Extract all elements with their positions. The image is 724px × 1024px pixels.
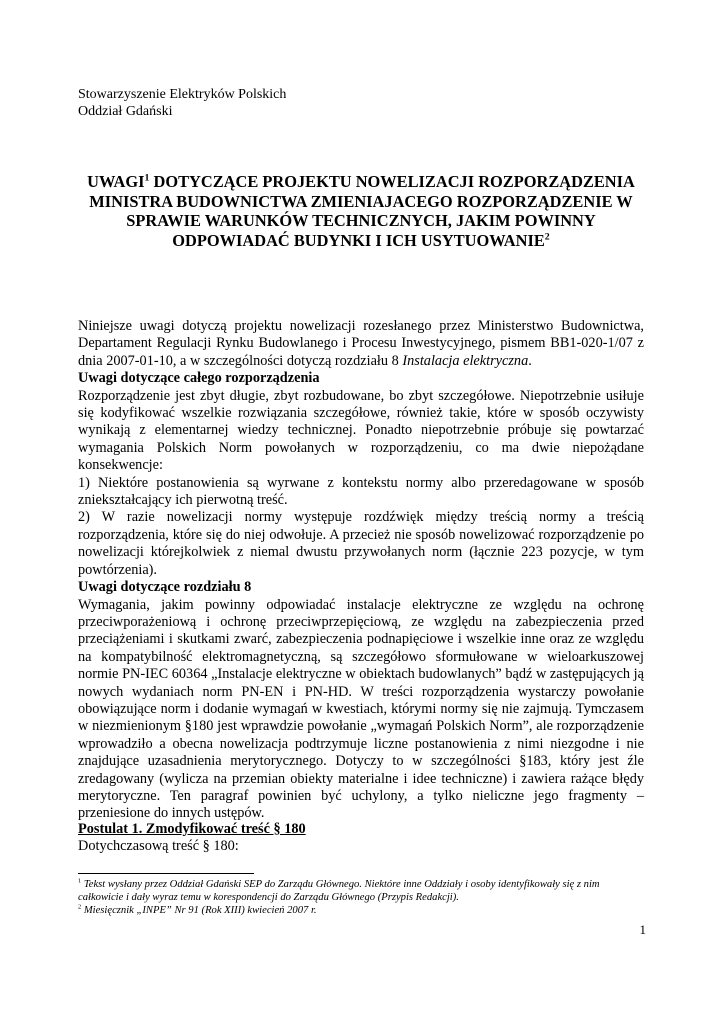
footnote-mark: 1 <box>78 877 82 885</box>
footnote-mark: 2 <box>78 903 82 911</box>
list-point-1: 1) Niektóre postanowienia są wyrwane z kontekstu normy albo przeredagowane w sposób zniekształcający ich pierwotną treść. <box>78 474 644 509</box>
organization-header <box>78 86 286 120</box>
postulat-section <box>78 821 644 856</box>
list-point-2: 2) W razie nowelizacji normy występuje rozdźwięk między treścią normy a treścią rozporządzenia, które się do niej odwołuje. A przecież nie sposób nowelizować rozporządzenie po nowelizacji którejkolwiek z niemal dwustu przywołanych norm (łącznie 223 pozycje, w tym powtórzenia). <box>78 509 644 578</box>
footnote-ref-2: 2 <box>544 231 550 243</box>
footnote-1 <box>78 878 644 904</box>
intro-italic: Instalacja elektryczna <box>402 352 529 369</box>
postulat-text: Dotychczasową treść § 180: <box>78 838 239 855</box>
chapter8-paragraph: Wymagania, jakim powinny odpowiadać instalacje elektryczne ze względu na ochronę przeciwporażeniową i ochronę przeciwprzepięciową, ze względu na zabezpieczenia przed przeciążeniami i skutkami zwarć, zabezpieczenia podnapięciowe i wszelkie inne oraz ze względu na kompatybilność elektromagnetyczną, są szczegółowo sformułowane w wieloarkuszowej normie PN-IEC 60364 „Instalacje elektryczne w obiektach budowlanych” bądź w zastępujących ją nowych wydaniach norm PN-EN i PN-HD. W treści rozporządzenia wystarczy powołanie obowiązujące norm i dodanie wymagań w kwestiach, którymi normy się nie zajmują. Tymczasem w niezmienionym §180 jest wprawdzie powołanie „wymagań Polskich Norm”, ale rozporządzenie wprowadziło a obecna nowelizacja podtrzymuje liczne postanowienia z nimi niezgodne i nie znajdujące uzasadnienia merytorycznego. Dotyczy to w szczególności §183, który jest źle zredagowany (wylicza na przemian obiekty materialne i idee techniczne) i zawiera rażące błędy merytoryczne. Ten paragraf powinien być uchylony, a tylko nieliczne jego fragmenty – przeniesione do innych ustępów. <box>78 596 644 822</box>
intro-paragraph <box>78 318 644 370</box>
intro-end: . <box>528 352 532 369</box>
org-name: Stowarzyszenie Elektryków Polskich <box>78 87 287 102</box>
footnote-text: Tekst wysłany przez Oddział Gdański SEP do Zarządu Głównego. Niektóre inne Oddziały i osoby identyfikowały się z nim całkowicie i dały wyraz temu w korespondencji do Zarządu Głównego (Przypis Redakcji). <box>78 879 600 903</box>
general-paragraph: Rozporządzenie jest zbyt długie, zbyt rozbudowane, bo zbyt szczegółowe. Niepotrzebnie usiłuje się kodyfikować wszelkie rozwiązania szczegółowe, również takie, które w sposób oczywisty wynikają z elementarnej wiedzy technicznej. Ponadto niepotrzebnie próbuje się powtarzać wymagania Polskich Norm powołanych w rozporządzeniu, co ma dwie niepożądane konsekwencje: <box>78 387 644 474</box>
footnotes <box>78 878 644 917</box>
document-body <box>78 318 644 823</box>
footnote-text: Miesięcznik „INPE” Nr 91 (Rok XIII) kwiecień 2007 r. <box>81 905 317 916</box>
footnote-separator <box>78 873 254 874</box>
postulat-title: Postulat 1. Zmodyfikować treść § 180 <box>78 821 306 837</box>
footnote-ref-1: 1 <box>144 172 150 184</box>
section-heading-general: Uwagi dotyczące całego rozporządzenia <box>78 370 320 387</box>
section-heading-chapter8: Uwagi dotyczące rozdziału 8 <box>78 579 252 596</box>
title-word: UWAGI <box>87 172 145 191</box>
intro-text: Niniejsze uwagi dotyczą projektu nowelizacji rozesłanego przez Ministerstwo Budownictwa, Departament Regulacji Rynku Budowlanego i Procesu Inwestycyjnego, pismem BB1-020-1/07 z dnia 2007-01-10, a w szczególności dotyczą rozdziału 8 <box>78 318 644 369</box>
org-branch: Oddział Gdański <box>78 104 173 119</box>
page-number: 1 <box>639 922 646 937</box>
footnote-2 <box>78 904 644 917</box>
title-rest: DOTYCZĄCE PROJEKTU NOWELIZACJI ROZPORZĄDZENIA MINISTRA BUDOWNICTWA ZMIENIAJACEGO ROZPORZĄDZENIE W SPRAWIE WARUNKÓW TECHNICZNYCH, JAKIM POWINNY ODPOWIADAĆ BUDYNKI I ICH USYTUOWANIE <box>89 172 635 250</box>
document-title <box>78 172 644 250</box>
